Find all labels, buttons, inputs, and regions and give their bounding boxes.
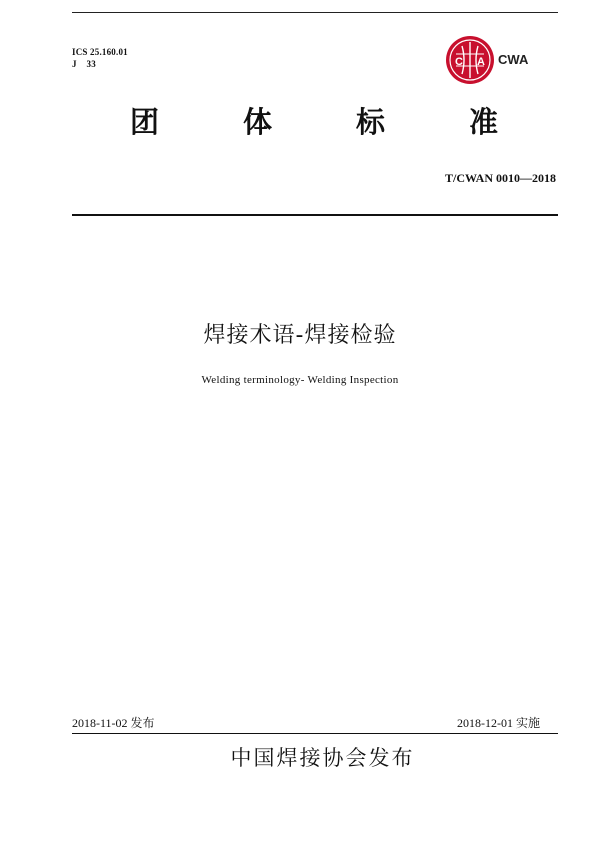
logo-letter-left: C — [455, 56, 463, 68]
english-title: Welding terminology- Welding Inspection — [201, 374, 399, 386]
logo-text: CWA — [498, 52, 529, 67]
logo-letter-right: A — [477, 56, 485, 68]
title-char-4: 准 — [468, 105, 500, 139]
title-char-3: 标 — [355, 105, 387, 139]
cwa-logo-icon — [444, 34, 496, 86]
standard-type-title — [130, 100, 500, 141]
header-rule — [72, 214, 558, 216]
classification-codes — [72, 46, 128, 70]
top-rule — [72, 12, 558, 13]
standard-number: T/CWAN 0010—2018 — [444, 171, 556, 185]
title-char-2: 体 — [242, 105, 274, 139]
publisher: 中国焊接协会发布 — [230, 746, 415, 770]
publish-date: 2018-11-02 发布 — [72, 716, 155, 730]
ccs-code: J 33 — [72, 59, 96, 69]
title-char-1: 团 — [130, 105, 162, 139]
footer-rule — [72, 733, 558, 734]
ics-code: ICS 25.160.01 — [72, 47, 128, 57]
implement-date: 2018-12-01 实施 — [457, 716, 540, 730]
chinese-title: 焊接术语-焊接检验 — [203, 323, 397, 348]
